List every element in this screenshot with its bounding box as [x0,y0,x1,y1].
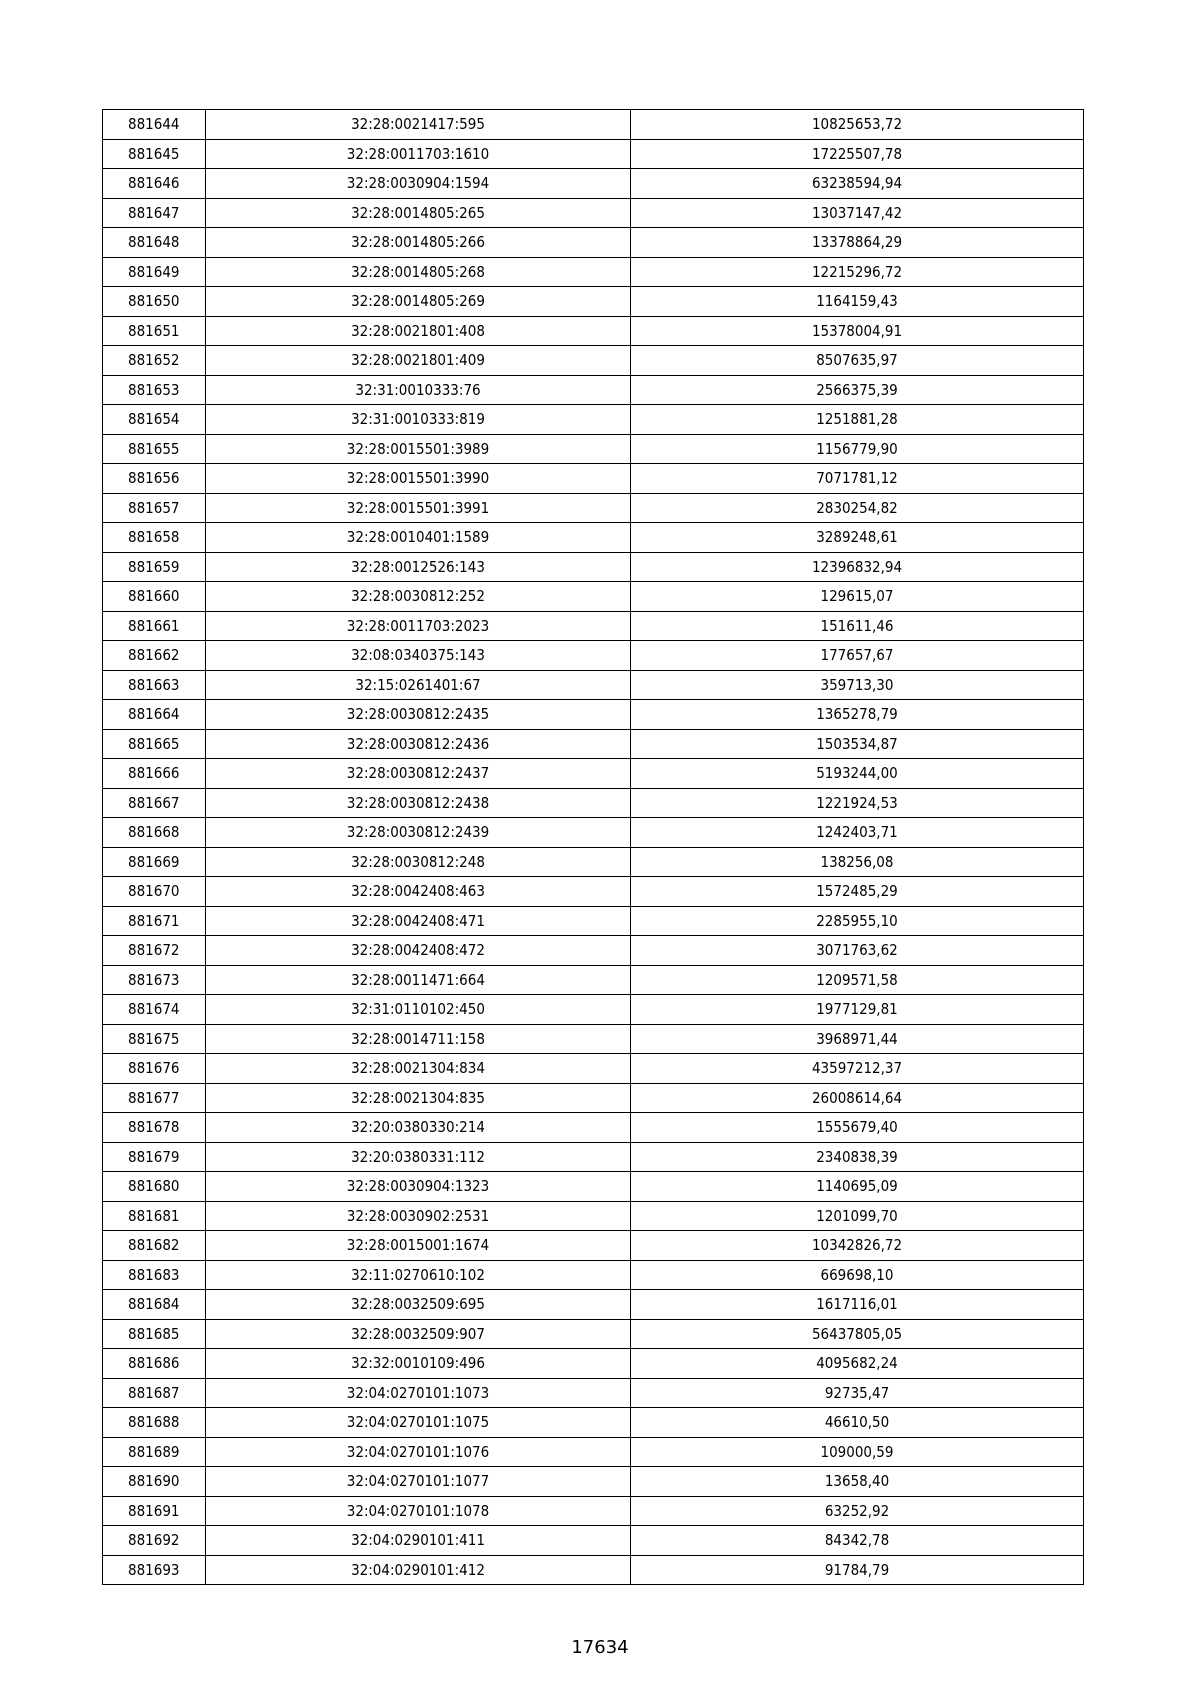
cadastral-number-cell: 32:04:0270101:1075 [206,1408,631,1438]
cadastral-value-cell: 4095682,24 [631,1349,1084,1379]
table-body [103,110,1084,1585]
row-number-cell: 881676 [103,1054,206,1084]
row-number-cell: 881660 [103,582,206,612]
table-row [103,1260,1084,1290]
cadastral-number-cell: 32:28:0015001:1674 [206,1231,631,1261]
table-row [103,1526,1084,1556]
row-number-cell: 881656 [103,464,206,494]
cadastral-value-cell: 63238594,94 [631,169,1084,199]
table-row [103,965,1084,995]
row-number-cell: 881692 [103,1526,206,1556]
cadastral-value-cell: 10825653,72 [631,110,1084,140]
cadastral-number-cell: 32:28:0042408:463 [206,877,631,907]
cadastral-value-cell: 1251881,28 [631,405,1084,435]
table-row [103,257,1084,287]
row-number-cell: 881691 [103,1496,206,1526]
cadastral-number-cell: 32:04:0270101:1073 [206,1378,631,1408]
cadastral-value-cell: 2285955,10 [631,906,1084,936]
table-row [103,375,1084,405]
cadastral-number-cell: 32:28:0014805:268 [206,257,631,287]
cadastral-number-cell: 32:31:0010333:76 [206,375,631,405]
table-row [103,1024,1084,1054]
row-number-cell: 881658 [103,523,206,553]
row-number-cell: 881659 [103,552,206,582]
cadastral-value-cell: 1617116,01 [631,1290,1084,1320]
row-number-cell: 881657 [103,493,206,523]
row-number-cell: 881665 [103,729,206,759]
cadastral-number-cell: 32:28:0015501:3991 [206,493,631,523]
table-row [103,1496,1084,1526]
row-number-cell: 881672 [103,936,206,966]
cadastral-value-cell: 63252,92 [631,1496,1084,1526]
table-row [103,582,1084,612]
cadastral-number-cell: 32:28:0014711:158 [206,1024,631,1054]
row-number-cell: 881669 [103,847,206,877]
cadastral-number-cell: 32:20:0380330:214 [206,1113,631,1143]
cadastral-number-cell: 32:28:0030812:2437 [206,759,631,789]
row-number-cell: 881651 [103,316,206,346]
row-number-cell: 881652 [103,346,206,376]
table-row [103,1408,1084,1438]
cadastral-number-cell: 32:28:0021801:408 [206,316,631,346]
cadastral-number-cell: 32:28:0030904:1323 [206,1172,631,1202]
row-number-cell: 881682 [103,1231,206,1261]
table-row [103,641,1084,671]
table-row [103,670,1084,700]
table-row [103,1467,1084,1497]
cadastral-value-cell: 1164159,43 [631,287,1084,317]
row-number-cell: 881687 [103,1378,206,1408]
table-row [103,552,1084,582]
cadastral-value-cell: 2830254,82 [631,493,1084,523]
table-row [103,1113,1084,1143]
table-row [103,464,1084,494]
table-row [103,1054,1084,1084]
cadastral-value-cell: 56437805,05 [631,1319,1084,1349]
cadastral-value-cell: 2340838,39 [631,1142,1084,1172]
cadastral-number-cell: 32:28:0030812:252 [206,582,631,612]
table-row [103,287,1084,317]
cadastral-value-cell: 10342826,72 [631,1231,1084,1261]
row-number-cell: 881689 [103,1437,206,1467]
row-number-cell: 881681 [103,1201,206,1231]
cadastral-number-cell: 32:32:0010109:496 [206,1349,631,1379]
cadastral-value-cell: 17225507,78 [631,139,1084,169]
row-number-cell: 881688 [103,1408,206,1438]
row-number-cell: 881670 [103,877,206,907]
table-row [103,847,1084,877]
cadastral-number-cell: 32:28:0021417:595 [206,110,631,140]
cadastral-number-cell: 32:04:0290101:411 [206,1526,631,1556]
table-row [103,405,1084,435]
row-number-cell: 881671 [103,906,206,936]
table-row [103,1437,1084,1467]
cadastral-value-cell: 46610,50 [631,1408,1084,1438]
table-row [103,228,1084,258]
cadastral-value-cell: 109000,59 [631,1437,1084,1467]
cadastral-value-cell: 13037147,42 [631,198,1084,228]
row-number-cell: 881677 [103,1083,206,1113]
cadastral-value-cell: 12215296,72 [631,257,1084,287]
cadastral-value-cell: 91784,79 [631,1555,1084,1585]
cadastral-number-cell: 32:28:0030812:2438 [206,788,631,818]
cadastral-value-cell: 26008614,64 [631,1083,1084,1113]
cadastral-value-cell: 12396832,94 [631,552,1084,582]
cadastral-value-cell: 13378864,29 [631,228,1084,258]
row-number-cell: 881685 [103,1319,206,1349]
cadastral-value-cell: 1503534,87 [631,729,1084,759]
cadastral-number-cell: 32:28:0015501:3989 [206,434,631,464]
cadastral-value-cell: 151611,46 [631,611,1084,641]
cadastral-value-cell: 1156779,90 [631,434,1084,464]
row-number-cell: 881683 [103,1260,206,1290]
table-row [103,1555,1084,1585]
row-number-cell: 881667 [103,788,206,818]
row-number-cell: 881666 [103,759,206,789]
row-number-cell: 881644 [103,110,206,140]
row-number-cell: 881650 [103,287,206,317]
cadastral-value-cell: 1221924,53 [631,788,1084,818]
cadastral-number-cell: 32:28:0011703:2023 [206,611,631,641]
cadastral-value-cell: 129615,07 [631,582,1084,612]
table-row [103,759,1084,789]
table-row [103,316,1084,346]
cadastral-number-cell: 32:28:0014805:266 [206,228,631,258]
cadastral-number-cell: 32:28:0011471:664 [206,965,631,995]
table-row [103,434,1084,464]
table-row [103,729,1084,759]
table-row [103,700,1084,730]
cadastral-number-cell: 32:28:0042408:471 [206,906,631,936]
row-number-cell: 881645 [103,139,206,169]
table-row [103,906,1084,936]
page-number: 17634 [571,1637,629,1658]
cadastral-value-cell: 1140695,09 [631,1172,1084,1202]
row-number-cell: 881693 [103,1555,206,1585]
cadastral-number-cell: 32:28:0014805:269 [206,287,631,317]
row-number-cell: 881648 [103,228,206,258]
cadastral-number-cell: 32:20:0380331:112 [206,1142,631,1172]
row-number-cell: 881654 [103,405,206,435]
row-number-cell: 881653 [103,375,206,405]
row-number-cell: 881678 [103,1113,206,1143]
table-row [103,346,1084,376]
cadastral-value-cell: 669698,10 [631,1260,1084,1290]
cadastral-number-cell: 32:04:0290101:412 [206,1555,631,1585]
cadastral-value-cell: 3289248,61 [631,523,1084,553]
table-row [103,523,1084,553]
cadastral-number-cell: 32:28:0030812:2435 [206,700,631,730]
cadastral-value-cell: 1555679,40 [631,1113,1084,1143]
row-number-cell: 881675 [103,1024,206,1054]
table-row [103,169,1084,199]
table-row [103,1142,1084,1172]
cadastral-number-cell: 32:28:0010401:1589 [206,523,631,553]
table-row [103,995,1084,1025]
row-number-cell: 881690 [103,1467,206,1497]
cadastral-value-cell: 8507635,97 [631,346,1084,376]
row-number-cell: 881646 [103,169,206,199]
table-row [103,1083,1084,1113]
cadastral-value-cell: 92735,47 [631,1378,1084,1408]
cadastral-number-cell: 32:28:0012526:143 [206,552,631,582]
cadastral-value-cell: 3071763,62 [631,936,1084,966]
cadastral-number-cell: 32:11:0270610:102 [206,1260,631,1290]
cadastral-number-cell: 32:28:0032509:695 [206,1290,631,1320]
cadastral-number-cell: 32:28:0015501:3990 [206,464,631,494]
cadastral-number-cell: 32:28:0011703:1610 [206,139,631,169]
cadastral-number-cell: 32:28:0030812:248 [206,847,631,877]
table-row [103,139,1084,169]
cadastral-value-cell: 3968971,44 [631,1024,1084,1054]
row-number-cell: 881679 [103,1142,206,1172]
cadastral-value-cell: 84342,78 [631,1526,1084,1556]
cadastral-value-cell: 1572485,29 [631,877,1084,907]
cadastral-value-cell: 2566375,39 [631,375,1084,405]
table-row [103,493,1084,523]
cadastral-number-cell: 32:31:0010333:819 [206,405,631,435]
cadastral-value-cell: 7071781,12 [631,464,1084,494]
table-row [103,788,1084,818]
row-number-cell: 881674 [103,995,206,1025]
cadastral-number-cell: 32:31:0110102:450 [206,995,631,1025]
cadastral-number-cell: 32:04:0270101:1076 [206,1437,631,1467]
cadastral-value-cell: 138256,08 [631,847,1084,877]
cadastral-number-cell: 32:28:0014805:265 [206,198,631,228]
cadastral-number-cell: 32:28:0030812:2436 [206,729,631,759]
row-number-cell: 881662 [103,641,206,671]
row-number-cell: 881649 [103,257,206,287]
row-number-cell: 881661 [103,611,206,641]
table-row [103,877,1084,907]
table-row [103,1201,1084,1231]
cadastral-number-cell: 32:28:0042408:472 [206,936,631,966]
cadastral-number-cell: 32:15:0261401:67 [206,670,631,700]
cadastral-value-cell: 1977129,81 [631,995,1084,1025]
table-row [103,611,1084,641]
cadastral-number-cell: 32:28:0032509:907 [206,1319,631,1349]
cadastral-number-cell: 32:28:0021801:409 [206,346,631,376]
cadastral-number-cell: 32:28:0021304:834 [206,1054,631,1084]
cadastral-value-cell: 13658,40 [631,1467,1084,1497]
table-row [103,1231,1084,1261]
cadastral-number-cell: 32:04:0270101:1077 [206,1467,631,1497]
row-number-cell: 881647 [103,198,206,228]
row-number-cell: 881680 [103,1172,206,1202]
cadastral-number-cell: 32:28:0030812:2439 [206,818,631,848]
table-row [103,1319,1084,1349]
cadastral-value-cell: 1365278,79 [631,700,1084,730]
cadastral-number-cell: 32:04:0270101:1078 [206,1496,631,1526]
cadastral-value-cell: 1201099,70 [631,1201,1084,1231]
cadastral-value-cell: 43597212,37 [631,1054,1084,1084]
table-row [103,1378,1084,1408]
cadastral-number-cell: 32:28:0021304:835 [206,1083,631,1113]
cadastral-number-cell: 32:28:0030904:1594 [206,169,631,199]
cadastral-value-cell: 1242403,71 [631,818,1084,848]
table-row [103,1172,1084,1202]
cadastral-value-table [102,109,1084,1585]
cadastral-value-cell: 15378004,91 [631,316,1084,346]
cadastral-number-cell: 32:08:0340375:143 [206,641,631,671]
cadastral-value-cell: 1209571,58 [631,965,1084,995]
cadastral-value-cell: 359713,30 [631,670,1084,700]
table-row [103,110,1084,140]
row-number-cell: 881686 [103,1349,206,1379]
table-row [103,1349,1084,1379]
row-number-cell: 881655 [103,434,206,464]
row-number-cell: 881684 [103,1290,206,1320]
table-row [103,936,1084,966]
cadastral-value-cell: 177657,67 [631,641,1084,671]
table-row [103,1290,1084,1320]
cadastral-number-cell: 32:28:0030902:2531 [206,1201,631,1231]
row-number-cell: 881668 [103,818,206,848]
table-row [103,818,1084,848]
table-row [103,198,1084,228]
cadastral-value-cell: 5193244,00 [631,759,1084,789]
row-number-cell: 881663 [103,670,206,700]
row-number-cell: 881673 [103,965,206,995]
row-number-cell: 881664 [103,700,206,730]
